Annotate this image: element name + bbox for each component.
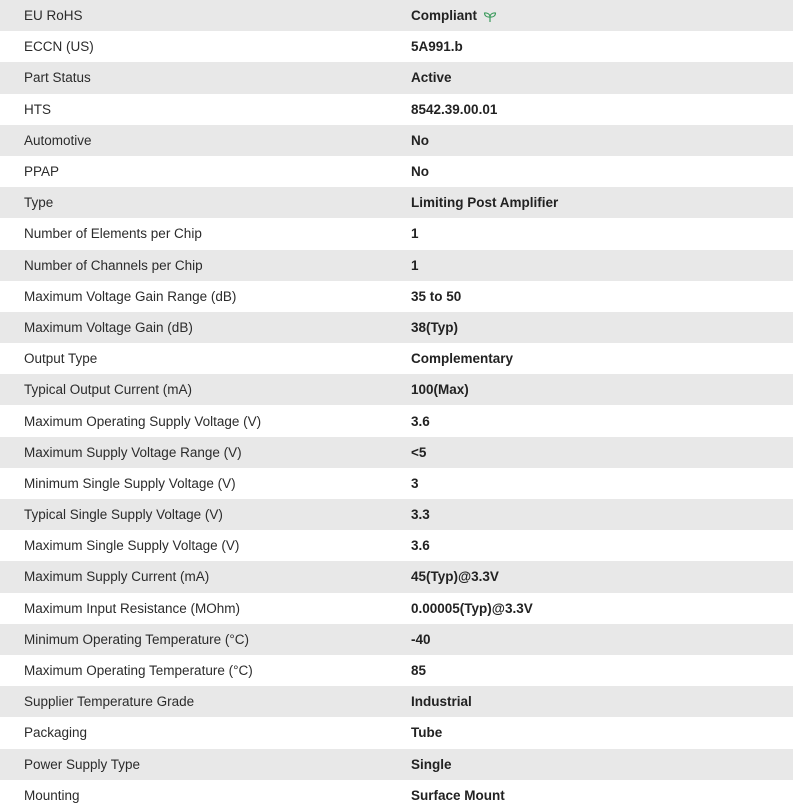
spec-label: Packaging [24,725,88,741]
spec-label: Maximum Operating Supply Voltage (V) [24,413,262,429]
spec-label: Maximum Voltage Gain (dB) [24,319,193,335]
spec-value: 1 [411,257,419,273]
table-row [0,250,793,281]
spec-label: Automotive [24,132,92,148]
spec-label: Number of Elements per Chip [24,226,202,242]
spec-value: Compliant [411,8,477,24]
spec-label: Mounting [24,787,80,803]
spec-value: Single [411,756,452,772]
spec-value: 1 [411,226,419,242]
spec-value: -40 [411,631,431,647]
spec-label: Maximum Single Supply Voltage (V) [24,538,240,554]
spec-label: Output Type [24,351,98,367]
table-row [0,437,793,468]
spec-label: Number of Channels per Chip [24,257,203,273]
spec-value: Complementary [411,351,514,367]
spec-value: 3.6 [411,413,430,429]
spec-label: Minimum Operating Temperature (°C) [24,631,249,647]
table-row [0,156,793,187]
table-row [0,749,793,780]
spec-value: 8542.39.00.01 [411,101,498,117]
table-row [0,530,793,561]
spec-value: 100(Max) [411,382,469,398]
spec-value: 3 [411,475,419,491]
spec-value: 85 [411,663,427,679]
spec-value: Surface Mount [411,787,505,803]
spec-label: Maximum Voltage Gain Range (dB) [24,288,237,304]
table-row [0,31,793,62]
table-row [0,561,793,592]
spec-label: Maximum Supply Current (mA) [24,569,210,585]
table-row [0,593,793,624]
table-row [0,780,793,811]
spec-value: 5A991.b [411,39,463,55]
spec-value: 35 to 50 [411,288,462,304]
spec-value: No [411,164,429,180]
table-row [0,686,793,717]
spec-value: Industrial [411,694,472,710]
spec-label: Maximum Operating Temperature (°C) [24,663,253,679]
spec-value: 45(Typ)@3.3V [411,569,499,585]
leaf-icon [483,11,497,23]
spec-label: PPAP [24,164,60,180]
table-row [0,94,793,125]
table-row [0,187,793,218]
spec-value: No [411,132,429,148]
table-row [0,62,793,93]
spec-label: Typical Single Supply Voltage (V) [24,507,223,523]
spec-label: HTS [24,101,51,117]
spec-label: Power Supply Type [24,756,141,772]
table-row [0,499,793,530]
spec-label: Minimum Single Supply Voltage (V) [24,475,236,491]
spec-label: Maximum Input Resistance (MOhm) [24,600,241,616]
spec-value: 3.6 [411,538,430,554]
spec-value: 38(Typ) [411,319,459,335]
spec-value: Tube [411,725,443,741]
table-row [0,0,793,31]
spec-value-cell [411,0,793,31]
spec-value: 3.3 [411,507,430,523]
table-row [0,405,793,436]
table-row [0,218,793,249]
spec-label: Part Status [24,70,91,86]
table-row [0,717,793,748]
spec-label: Supplier Temperature Grade [24,694,195,710]
spec-label: EU RoHS [24,8,83,24]
spec-value: 0.00005(Typ)@3.3V [411,600,533,616]
spec-label: Type [24,195,54,211]
table-row [0,468,793,499]
table-row [0,655,793,686]
table-row [0,624,793,655]
table-row [0,125,793,156]
spec-label: Typical Output Current (mA) [24,382,193,398]
table-row [0,343,793,374]
spec-value: <5 [411,444,427,460]
spec-value: Active [411,70,452,86]
spec-value: Limiting Post Amplifier [411,195,559,211]
table-row [0,281,793,312]
spec-label: ECCN (US) [24,39,94,55]
table-row [0,312,793,343]
spec-label: Maximum Supply Voltage Range (V) [24,444,242,460]
table-row [0,374,793,405]
